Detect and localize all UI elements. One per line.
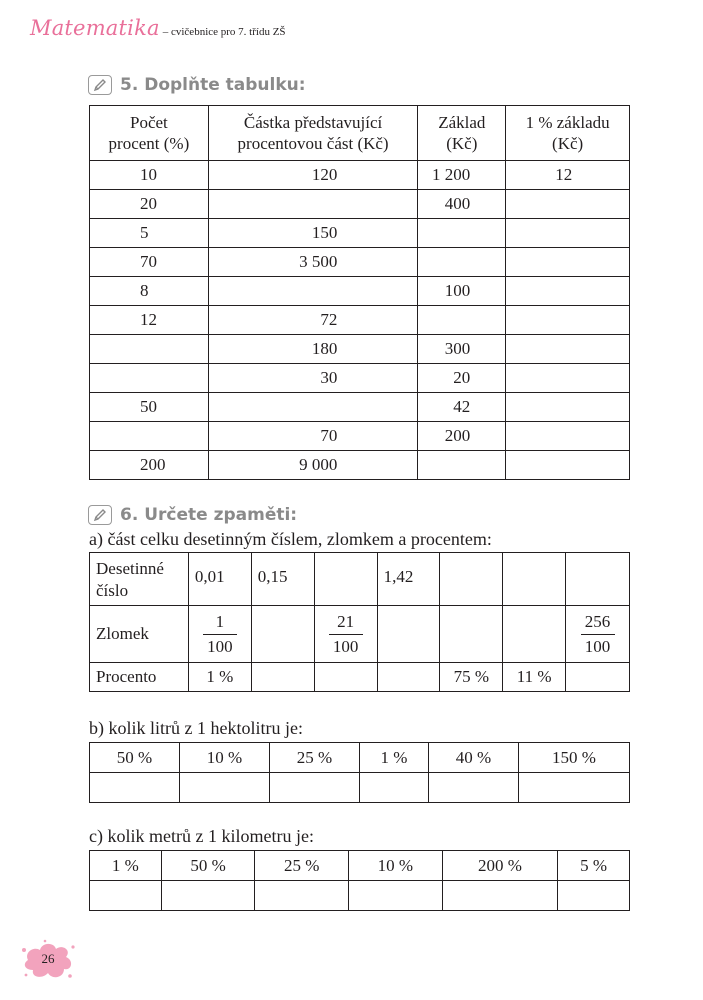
table-cell — [506, 277, 630, 306]
table-cell: 10 % — [180, 743, 270, 773]
table-cell — [440, 553, 503, 606]
table-cell: 1 % — [360, 743, 429, 773]
table-row — [90, 422, 630, 451]
row-label: Zlomek — [90, 606, 189, 663]
table-row — [90, 773, 630, 803]
task6-title: 6. Určete zpaměti: — [120, 505, 298, 525]
table-cell — [506, 451, 630, 480]
fraction-bar — [203, 634, 237, 635]
numerator: 1 — [215, 612, 225, 631]
table-cell: 70 — [90, 248, 209, 277]
page-number-badge — [18, 938, 78, 982]
header-cell: Částka představující procentovou část (Kč) — [208, 106, 418, 161]
table-cell — [440, 606, 503, 663]
table-cell: 1 % — [90, 851, 162, 881]
brand-title: Matematika — [30, 16, 160, 40]
table-row — [90, 161, 630, 190]
table-cell — [90, 335, 209, 364]
table-cell — [208, 393, 418, 422]
table-cell: 50 % — [90, 743, 180, 773]
answer-cell[interactable] — [349, 881, 443, 911]
table-cell — [506, 219, 630, 248]
table-cell: 75 % — [440, 663, 503, 692]
table-cell: 8 — [90, 277, 209, 306]
answer-cell[interactable] — [518, 773, 629, 803]
pencil-icon — [88, 505, 112, 525]
table-row — [90, 393, 630, 422]
fraction — [581, 611, 615, 657]
answer-cell[interactable] — [255, 881, 349, 911]
table-row — [90, 364, 630, 393]
table-cell — [503, 606, 566, 663]
table-cell: 1,42 — [377, 553, 440, 606]
header-subtitle: – cvičebnice pro 7. třídu ZŠ — [162, 26, 286, 38]
task6c-instruction: c) kolik metrů z 1 kilometru je: — [89, 826, 314, 846]
pencil-icon — [88, 75, 112, 95]
table-row — [90, 335, 630, 364]
table-row — [90, 663, 630, 692]
answer-cell[interactable] — [180, 773, 270, 803]
table-cell: 0,15 — [251, 553, 314, 606]
table-cell: 20 — [90, 190, 209, 219]
table-cell — [314, 606, 377, 663]
table-row — [90, 306, 630, 335]
answer-cell[interactable] — [360, 773, 429, 803]
table-cell: 200 — [90, 451, 209, 480]
table-cell: 25 % — [270, 743, 360, 773]
header-cell: Počet procent (%) — [90, 106, 209, 161]
table-cell: 1 200 — [418, 161, 506, 190]
table-cell — [418, 451, 506, 480]
table-cell: 200 % — [442, 851, 557, 881]
table-row — [90, 190, 630, 219]
page-header — [30, 16, 286, 46]
table-row — [90, 451, 630, 480]
table-cell: 0,01 — [188, 553, 251, 606]
denominator: 100 — [584, 637, 611, 656]
table-cell — [251, 663, 314, 692]
table-row — [90, 277, 630, 306]
table-cell: 70 — [208, 422, 418, 451]
answer-cell[interactable] — [442, 881, 557, 911]
table-cell: 300 — [418, 335, 506, 364]
denominator: 100 — [332, 637, 359, 656]
table-cell: 5 % — [558, 851, 630, 881]
table-cell: 10 — [90, 161, 209, 190]
page-number: 26 — [41, 951, 55, 966]
denominator: 100 — [207, 637, 233, 656]
table-cell: 40 % — [428, 743, 518, 773]
table-cell — [506, 190, 630, 219]
table-cell: 150 % — [518, 743, 629, 773]
table-cell: 12 — [506, 161, 630, 190]
table-cell: 5 — [90, 219, 209, 248]
table-cell: 10 % — [349, 851, 443, 881]
table-cell: 25 % — [255, 851, 349, 881]
table-cell: 9 000 — [208, 451, 418, 480]
numerator: 256 — [584, 612, 611, 631]
answer-cell[interactable] — [161, 881, 255, 911]
answer-cell[interactable] — [428, 773, 518, 803]
table-cell — [208, 190, 418, 219]
table-cell: 50 — [90, 393, 209, 422]
table-cell — [566, 606, 630, 663]
table-cell: 11 % — [503, 663, 566, 692]
row-label: Procento — [90, 663, 189, 692]
table-cell — [314, 663, 377, 692]
table-header-row — [90, 106, 630, 161]
task5-title: 5. Doplňte tabulku: — [120, 75, 306, 95]
fraction — [203, 611, 237, 657]
table-cell: 120 — [208, 161, 418, 190]
table-cell — [377, 606, 440, 663]
table-cell: 400 — [418, 190, 506, 219]
table-cell — [506, 306, 630, 335]
fraction — [329, 611, 363, 657]
table-cell — [314, 553, 377, 606]
table-cell — [418, 219, 506, 248]
task5-table — [89, 105, 630, 480]
answer-cell[interactable] — [90, 773, 180, 803]
table-cell: 20 — [418, 364, 506, 393]
table-cell: 150 — [208, 219, 418, 248]
table-cell — [566, 553, 630, 606]
task6a-instruction: a) část celku desetinným číslem, zlomkem a procentem: — [89, 529, 492, 549]
table-row — [90, 219, 630, 248]
table-cell: 3 500 — [208, 248, 418, 277]
answer-cell[interactable] — [558, 881, 630, 911]
fraction-bar — [581, 634, 615, 635]
table-row — [90, 553, 630, 606]
task6a-table — [89, 552, 630, 692]
table-cell — [506, 364, 630, 393]
table-cell — [506, 335, 630, 364]
fraction-bar — [329, 634, 363, 635]
table-cell — [503, 553, 566, 606]
table-cell — [377, 663, 440, 692]
table-cell — [90, 364, 209, 393]
task6b-instruction: b) kolik litrů z 1 hektolitru je: — [89, 718, 303, 738]
task6b-table — [89, 742, 630, 803]
table-cell: 50 % — [161, 851, 255, 881]
answer-cell[interactable] — [270, 773, 360, 803]
table-cell: 72 — [208, 306, 418, 335]
table-cell: 100 — [418, 277, 506, 306]
table-cell: 12 — [90, 306, 209, 335]
table-row — [90, 248, 630, 277]
table-cell — [506, 422, 630, 451]
table-cell — [418, 248, 506, 277]
row-label: Desetinné číslo — [90, 553, 189, 606]
table-row — [90, 606, 630, 663]
table-row — [90, 743, 630, 773]
table-cell — [251, 606, 314, 663]
table-cell: 1 % — [188, 663, 251, 692]
header-cell: Základ (Kč) — [418, 106, 506, 161]
table-cell — [506, 393, 630, 422]
task5-heading — [88, 75, 306, 95]
answer-cell[interactable] — [90, 881, 162, 911]
table-cell — [188, 606, 251, 663]
table-cell: 200 — [418, 422, 506, 451]
table-cell — [418, 306, 506, 335]
table-cell: 180 — [208, 335, 418, 364]
table-cell — [90, 422, 209, 451]
table-cell: 30 — [208, 364, 418, 393]
table-cell — [566, 663, 630, 692]
table-cell — [506, 248, 630, 277]
task6c-table — [89, 850, 630, 911]
task6-heading — [88, 505, 297, 525]
table-row — [90, 851, 630, 881]
table-cell — [208, 277, 418, 306]
header-cell: 1 % základu (Kč) — [506, 106, 630, 161]
numerator: 21 — [337, 612, 355, 631]
table-row — [90, 881, 630, 911]
table-cell: 42 — [418, 393, 506, 422]
